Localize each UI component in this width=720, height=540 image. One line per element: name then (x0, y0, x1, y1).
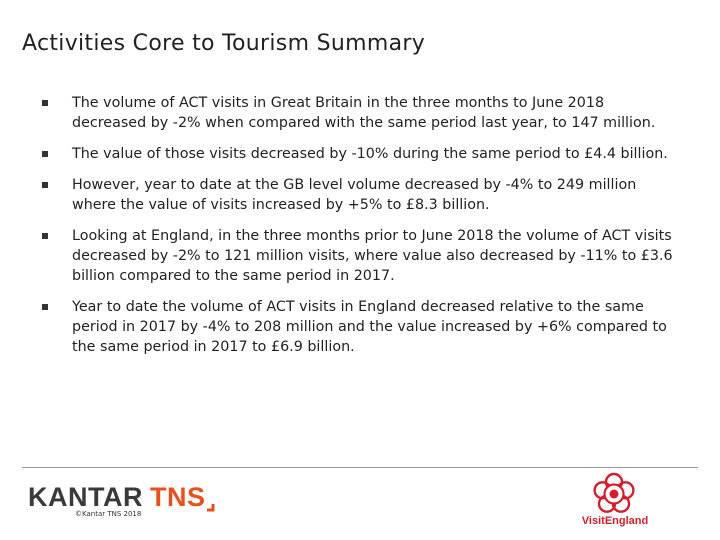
square-bullet-icon (42, 233, 48, 239)
bullet-item (38, 144, 678, 164)
bullet-text: The volume of ACT visits in Great Britain in the three months to June 2018 decreased by -2% when compared with the same period last year, to 147 million. (72, 95, 656, 131)
square-bullet-icon (42, 151, 48, 157)
bullet-text: However, year to date at the GB level volume decreased by -4% to 249 million where the value of visits increased by +5% to £8.3 billion. (72, 177, 637, 213)
slide-title: Activities Core to Tourism Summary (22, 30, 426, 56)
bullet-item (38, 226, 678, 286)
bullet-item (38, 175, 678, 215)
square-bullet-icon (42, 182, 48, 188)
tns-wordmark: TNS (149, 482, 206, 512)
visitengland-logo (575, 472, 655, 532)
bullet-item (38, 297, 678, 357)
bullet-text: Looking at England, in the three months prior to June 2018 the volume of ACT visits decreased by -2% to 121 million visits, where value also decreased by -11% to £3.6 billion compared to the same period in 2017. (72, 228, 673, 284)
tudor-rose-icon (591, 472, 637, 516)
copyright-text: ©Kantar TNS 2018 (75, 510, 142, 518)
tns-arrow-icon (206, 490, 216, 512)
square-bullet-icon (42, 100, 48, 106)
bullet-text: The value of those visits decreased by -10% during the same period to £4.4 billion. (72, 146, 668, 162)
visitengland-wordmark: VisitEngland (581, 515, 649, 527)
bullet-item (38, 93, 678, 133)
footer-divider (22, 467, 698, 468)
kantar-tns-logo (28, 482, 216, 512)
summary-bullet-list (38, 93, 678, 368)
bullet-text: Year to date the volume of ACT visits in England decreased relative to the same period in 2017 by -4% to 208 million and the value increased by +6% compared to the same period in 2017 to £6.9 billion. (72, 299, 667, 355)
kantar-wordmark: KANTAR (28, 482, 143, 512)
square-bullet-icon (42, 304, 48, 310)
